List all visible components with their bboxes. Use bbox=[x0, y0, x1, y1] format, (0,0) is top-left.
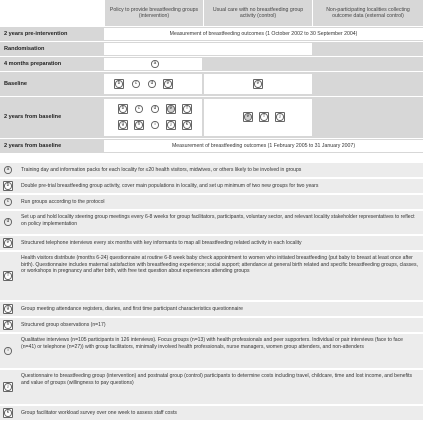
row-label: 2 years from baseline bbox=[4, 143, 62, 149]
legend-item-d bbox=[0, 211, 423, 234]
code-b-icon: b bbox=[3, 181, 13, 191]
code-f-icon: f bbox=[259, 112, 269, 122]
post-measurement-text: Measurement of breastfeeding outcomes (1 February 2005 to 31 January 2007) bbox=[171, 143, 356, 149]
legend-item-h bbox=[0, 318, 423, 332]
legend-text: Structured telephone interviews every six months with key informants to map all breastfeeding related activity in each locality bbox=[21, 240, 302, 246]
row-label: 2 years pre-intervention bbox=[4, 31, 68, 37]
code-a-icon: a bbox=[150, 59, 160, 69]
legend-text: Set up and hold locality steering group meetings every 6-8 weeks for group facilitators, participants, voluntary sector, and relevant locality stakeholder representatives to reflect on policy implementation bbox=[21, 214, 415, 227]
legend-item-b bbox=[0, 179, 423, 193]
code-a-icon: a bbox=[3, 165, 13, 175]
legend-item-e bbox=[0, 236, 423, 250]
header-intervention: Policy to provide breastfeeding groups (intervention) bbox=[105, 0, 203, 26]
code-f-icon: f bbox=[182, 104, 192, 114]
header-control: Usual care with no breastfeeding group activity (control) bbox=[204, 0, 312, 26]
code-h-icon: h bbox=[134, 120, 144, 130]
code-c-icon: c bbox=[134, 104, 144, 114]
legend-text: Run groups according to the protocol bbox=[21, 199, 105, 205]
row-label: 2 years from baseline bbox=[4, 114, 62, 120]
code-e-icon: e bbox=[253, 79, 263, 89]
code-k-icon: k bbox=[182, 120, 192, 130]
code-i-icon: i bbox=[150, 120, 160, 130]
row-pre-intervention bbox=[0, 27, 423, 41]
legend-text: Group facilitator workload survey over one week to assess staff costs bbox=[21, 410, 177, 416]
legend-text: Group meeting attendance registers, diaries, and first time participant characteristics questionnaire bbox=[21, 306, 243, 312]
row-label: 4 months preparation bbox=[4, 61, 62, 67]
row-post-measurement bbox=[0, 139, 423, 153]
row-two-years bbox=[0, 97, 423, 138]
code-g-icon: g bbox=[3, 304, 13, 314]
header-blank bbox=[0, 0, 104, 26]
code-e-icon: e bbox=[243, 112, 253, 122]
legend-item-c bbox=[0, 195, 423, 209]
code-j-icon: j bbox=[166, 120, 176, 130]
code-d-icon: d bbox=[150, 104, 160, 114]
legend-item-f bbox=[0, 252, 423, 300]
legend-text: Health visitors distribute (months 6-24) questionnaire at routine 6-8 week baby check appointment to women who initiated breastfeeding (put baby to breast at least once after birth). Questionnaire includes maternal satisfaction with breastfeeding experience; social support; attendance at general birth related and specific breastfeeding groups, classes, or workshops in pregnancy and after birth, with free text question about experiences attending groups bbox=[21, 255, 418, 274]
legend-text: Double pre-trial breastfeeding group activity, cover main populations in locality, and set up minimum of two new groups for two years bbox=[21, 183, 319, 189]
legend-text: Structured group observations (n=17) bbox=[21, 322, 106, 328]
row-preparation bbox=[0, 57, 423, 71]
code-j-icon: j bbox=[275, 112, 285, 122]
random-cell bbox=[104, 43, 312, 55]
legend-text: Training day and information packs for each locality for ≤20 health visitors, midwives, or others likely to be involved in groups bbox=[21, 167, 302, 173]
code-g-icon: g bbox=[118, 120, 128, 130]
code-j-icon: j bbox=[3, 382, 13, 392]
row-baseline bbox=[0, 72, 423, 96]
legend-item-i bbox=[0, 334, 423, 368]
legend-text: Qualitative interviews (n=105 participants in 126 interviews). Focus groups (n=13) with health professionals and peer supporters. Individual or pair interviews (face to face (n=41) or telephone (n=27)) with group facilitators, minimally involved health professionals, nurse managers, women group attenders, and non-attenders bbox=[21, 337, 403, 350]
legend-item-j bbox=[0, 370, 423, 404]
row-label: Randomisation bbox=[4, 46, 45, 52]
code-b-icon: b bbox=[118, 104, 128, 114]
header-external: Non-participating localities collecting outcome data (external control) bbox=[313, 0, 423, 26]
legend-item-g bbox=[0, 302, 423, 316]
row-randomisation bbox=[0, 42, 423, 56]
row-label: Baseline bbox=[4, 81, 28, 87]
code-d-icon: d bbox=[3, 217, 13, 227]
legend-item-k bbox=[0, 406, 423, 420]
code-e-icon: e bbox=[166, 104, 176, 114]
two-years-control-cell bbox=[204, 99, 312, 136]
code-h-icon: h bbox=[3, 320, 13, 330]
code-b-icon: b bbox=[114, 79, 124, 89]
code-i-icon: i bbox=[3, 346, 13, 356]
code-f-icon: f bbox=[3, 271, 13, 281]
code-k-icon: k bbox=[3, 408, 13, 418]
code-e-icon: e bbox=[163, 79, 173, 89]
legend-text: Questionnaire to breastfeeding group (intervention) and postnatal group (control) participants to determine costs including travel, childcare, time and lost income, and benefits and value of groups (willingness to pay questions) bbox=[21, 373, 413, 386]
pre-measurement-text: Measurement of breastfeeding outcomes (1 October 2002 to 30 September 2004) bbox=[169, 31, 358, 37]
legend-item-a bbox=[0, 163, 423, 177]
code-d-icon: d bbox=[147, 79, 157, 89]
code-c-icon: c bbox=[131, 79, 141, 89]
code-e-icon: e bbox=[3, 238, 13, 248]
code-c-icon: c bbox=[3, 197, 13, 207]
